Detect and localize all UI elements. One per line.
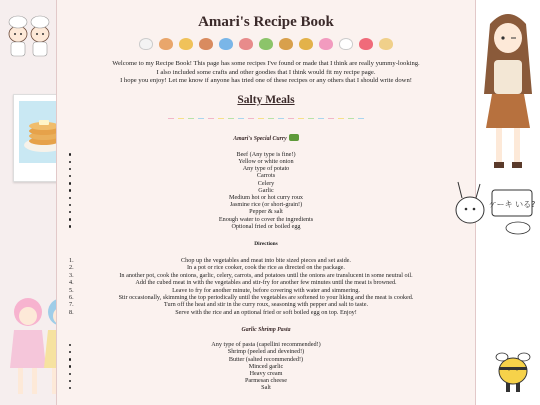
jelly-icon — [359, 38, 373, 50]
ingredient-list — [57, 341, 475, 391]
list-item: Yellow or white onion — [57, 158, 475, 165]
recipe-title — [57, 134, 475, 142]
recipe-title: Garlic Shrimp Pasta — [241, 327, 291, 334]
cup-icon — [159, 38, 173, 50]
pudding-icon — [179, 38, 193, 50]
fruit-icon — [299, 38, 313, 50]
list-item: Salt — [57, 384, 475, 391]
bee-icon — [490, 345, 536, 397]
direction-step: 5. Leave to fry for another minute, before covering with water and simmering. — [69, 286, 360, 294]
section-title: Salty Meals — [237, 93, 295, 106]
chef-figure — [9, 16, 27, 56]
list-item: Jasmine rice (or short-grain!) — [57, 201, 475, 208]
chef-kids-decoration — [2, 4, 54, 64]
cake-icon — [239, 38, 253, 50]
page-title: Amari's Recipe Book — [198, 14, 334, 30]
list-item: Garlic — [57, 187, 475, 194]
pie-icon — [279, 38, 293, 50]
direction-step: 8. Serve with the rice and an optional fried or soft boiled egg on top. Enjoy! — [69, 308, 357, 316]
list-item: Shrimp (peeled and deveined!) — [57, 348, 475, 355]
list-item: Medium hot or hot curry roux — [57, 194, 475, 201]
list-item: Butter (salted recommended!) — [57, 356, 475, 363]
direction-step: 7. Turn off the heat and stir in the curry roux, seasoning with pepper and salt to taste. — [69, 301, 369, 309]
direction-step: 4. Add the cubed meat in with the vegetables and stir-fry for another few minutes until the meat is browned. — [69, 279, 397, 287]
directions-heading: Directions — [254, 241, 278, 248]
list-item: Heavy cream — [57, 370, 475, 377]
rice-ball-icon — [139, 38, 153, 50]
directions-list — [57, 257, 475, 316]
chef-figure — [31, 16, 49, 56]
recipe-page — [56, 0, 476, 405]
brown-hair-girl-decoration — [476, 4, 540, 174]
intro-text — [57, 60, 475, 86]
list-item: Any type of pasta (capellini recommended!) — [57, 341, 475, 348]
pink-hair-girl — [10, 298, 46, 394]
candy-icon — [319, 38, 333, 50]
bunny-sign-decoration — [448, 178, 540, 238]
curry-icon — [289, 134, 299, 141]
list-item: Pepper & salt — [57, 208, 475, 215]
list-item: Beef (Any type is fine!) — [57, 151, 475, 158]
food-icon-row — [57, 38, 475, 52]
direction-step: 6. Stir occasionally, skimming the top periodically until the vegetables are softened to your liking and the meat is cooked. — [69, 294, 414, 302]
direction-step: 2. In a pot or rice cooker, cook the rice as directed on the package. — [69, 264, 345, 272]
direction-step: 3. In another pot, cook the onions, garlic, celery, carrots, and potatoes until the onions are translucent in some neutral oil. — [69, 271, 413, 279]
list-item: Parmesan cheese — [57, 377, 475, 384]
list-item: Celery — [57, 180, 475, 187]
pastel-divider — [57, 118, 475, 122]
donut-icon — [199, 38, 213, 50]
mug-icon — [339, 38, 353, 50]
list-item: Enough water to cover the ingredients — [57, 216, 475, 223]
list-item: Any type of potato — [57, 165, 475, 172]
sauce-icon — [379, 38, 393, 50]
ingredient-list — [57, 151, 475, 230]
list-item: Carrots — [57, 172, 475, 179]
list-item: Minced garlic — [57, 363, 475, 370]
bunny-sign-text: ケーキ いる? — [488, 200, 536, 209]
list-item: Optional fried or boiled egg — [57, 223, 475, 230]
recipe-title-text: Amari's Special Curry — [233, 135, 287, 142]
tart-icon — [259, 38, 273, 50]
bowl-icon — [219, 38, 233, 50]
intro-line: Welcome to my Recipe Book! This page has some recipes I've found or made that I think are really yummy-looking. — [112, 60, 420, 67]
direction-step: 1. Chop up the vegetables and meat into bite sized pieces and set aside. — [69, 257, 351, 265]
intro-line: I hope you enjoy! Let me know if anyone has tried one of these recipes or any others that I should write down! — [120, 77, 412, 85]
intro-line: I also included some crafts and other goodies that I think would fit my recipe page. — [156, 68, 376, 76]
